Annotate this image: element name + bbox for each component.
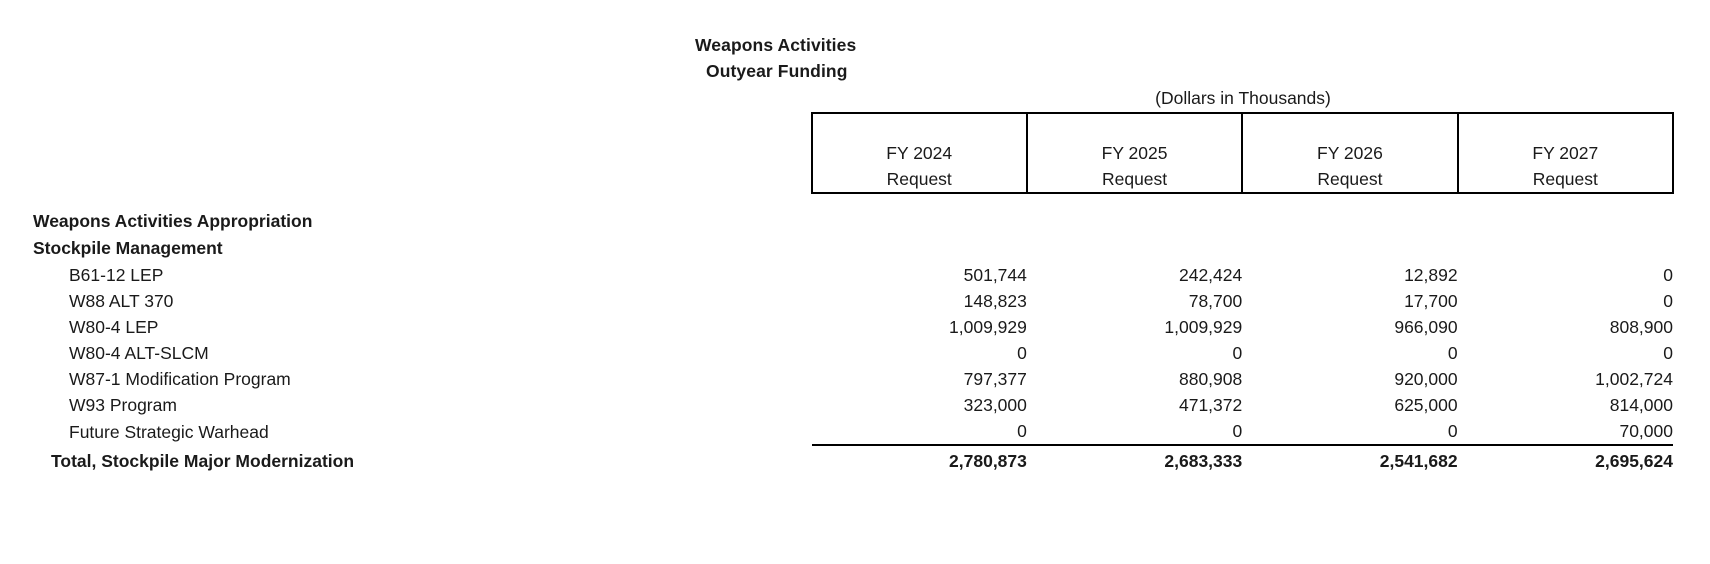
section-value-empty	[1027, 235, 1242, 262]
section-value-empty	[812, 235, 1027, 262]
row-value-fy2026: 12,892	[1404, 265, 1458, 285]
table-row	[33, 366, 1673, 392]
section-label-stockpile-management: Stockpile Management	[33, 238, 223, 258]
row-value-fy2024: 1,009,929	[949, 317, 1027, 337]
row-value-fy2025: 242,424	[1178, 265, 1243, 285]
header-body-gap	[33, 193, 1673, 208]
table-row	[33, 314, 1673, 340]
section-value-empty	[1458, 208, 1673, 235]
units-caption: (Dollars in Thousands)	[1155, 88, 1331, 108]
row-value-fy2026: 966,090	[1394, 317, 1458, 337]
row-value-fy2027: 0	[1663, 291, 1673, 311]
column-header-fy2027-year: FY 2027	[1532, 143, 1599, 163]
total-value-fy2024: 2,780,873	[812, 445, 1027, 477]
row-label: W80-4 ALT-SLCM	[69, 343, 209, 363]
row-value-fy2026: 0	[1447, 343, 1458, 363]
row-value-fy2026: 920,000	[1394, 369, 1458, 389]
column-header-fy2025-year: FY 2025	[1101, 143, 1168, 163]
report-title	[695, 32, 856, 84]
gap-cell	[1458, 193, 1673, 208]
column-header-fy2025	[1027, 113, 1242, 193]
row-label: W87-1 Modification Program	[69, 369, 291, 389]
row-value-fy2024: 0	[1017, 343, 1027, 363]
row-value-fy2027: 814,000	[1609, 395, 1673, 415]
row-value-fy2026: 625,000	[1394, 395, 1458, 415]
row-value-fy2024: 797,377	[963, 369, 1027, 389]
row-value-fy2024: 148,823	[963, 291, 1027, 311]
section-value-empty	[1242, 235, 1457, 262]
header-label-spacer	[33, 113, 812, 193]
column-header-fy2027	[1458, 113, 1673, 193]
row-value-fy2024: 323,000	[963, 395, 1027, 415]
column-header-fy2027-sub: Request	[1532, 169, 1598, 189]
row-value-fy2025: 471,372	[1178, 395, 1243, 415]
row-value-fy2027: 70,000	[1619, 421, 1673, 441]
section-label-appropriation: Weapons Activities Appropriation	[33, 211, 313, 231]
section-value-empty	[1027, 208, 1242, 235]
row-value-fy2026: 0	[1447, 421, 1458, 441]
total-value-fy2025: 2,683,333	[1027, 445, 1242, 477]
column-header-fy2024-sub: Request	[886, 169, 952, 189]
row-value-fy2025: 0	[1232, 421, 1243, 441]
row-value-fy2025: 0	[1232, 343, 1243, 363]
row-label: W93 Program	[69, 395, 177, 415]
row-value-fy2024: 501,744	[963, 265, 1027, 285]
row-value-fy2025: 1,009,929	[1164, 317, 1243, 337]
total-label: Total, Stockpile Major Modernization	[51, 451, 355, 471]
table-row	[33, 288, 1673, 314]
row-label: W80-4 LEP	[69, 317, 159, 337]
table-row	[33, 340, 1673, 366]
table-row	[33, 392, 1673, 418]
gap-cell	[33, 193, 812, 208]
table-header-row	[33, 113, 1673, 193]
section-row-stockpile-management	[33, 235, 1673, 262]
total-value-fy2027: 2,695,624	[1458, 445, 1673, 477]
report-title-line-1: Weapons Activities	[695, 35, 857, 55]
table-row	[33, 262, 1673, 288]
row-value-fy2025: 78,700	[1188, 291, 1243, 311]
column-header-fy2026	[1242, 113, 1457, 193]
section-value-empty	[812, 208, 1027, 235]
table-total-row	[33, 445, 1673, 477]
row-value-fy2025: 880,908	[1178, 369, 1243, 389]
gap-cell	[1242, 193, 1457, 208]
column-header-fy2026-sub: Request	[1317, 169, 1383, 189]
gap-cell	[812, 193, 1027, 208]
row-value-fy2024: 0	[1017, 421, 1027, 441]
row-label: W88 ALT 370	[69, 291, 174, 311]
row-value-fy2027: 808,900	[1609, 317, 1673, 337]
table-row	[33, 418, 1673, 445]
column-header-fy2025-sub: Request	[1101, 169, 1168, 189]
section-value-empty	[1458, 235, 1673, 262]
outyear-funding-table	[33, 112, 1674, 477]
row-value-fy2027: 0	[1663, 265, 1673, 285]
total-value-fy2026: 2,541,682	[1242, 445, 1457, 477]
column-header-fy2024	[812, 113, 1027, 193]
column-header-fy2024-year: FY 2024	[886, 143, 953, 163]
section-row-appropriation	[33, 208, 1673, 235]
section-value-empty	[1242, 208, 1457, 235]
row-value-fy2027: 1,002,724	[1595, 369, 1673, 389]
row-value-fy2027: 0	[1663, 343, 1673, 363]
column-header-fy2026-year: FY 2026	[1317, 143, 1383, 163]
row-label: B61-12 LEP	[69, 265, 164, 285]
gap-cell	[1027, 193, 1242, 208]
row-label: Future Strategic Warhead	[69, 422, 269, 442]
report-title-line-2: Outyear Funding	[706, 61, 848, 81]
row-value-fy2026: 17,700	[1404, 291, 1458, 311]
